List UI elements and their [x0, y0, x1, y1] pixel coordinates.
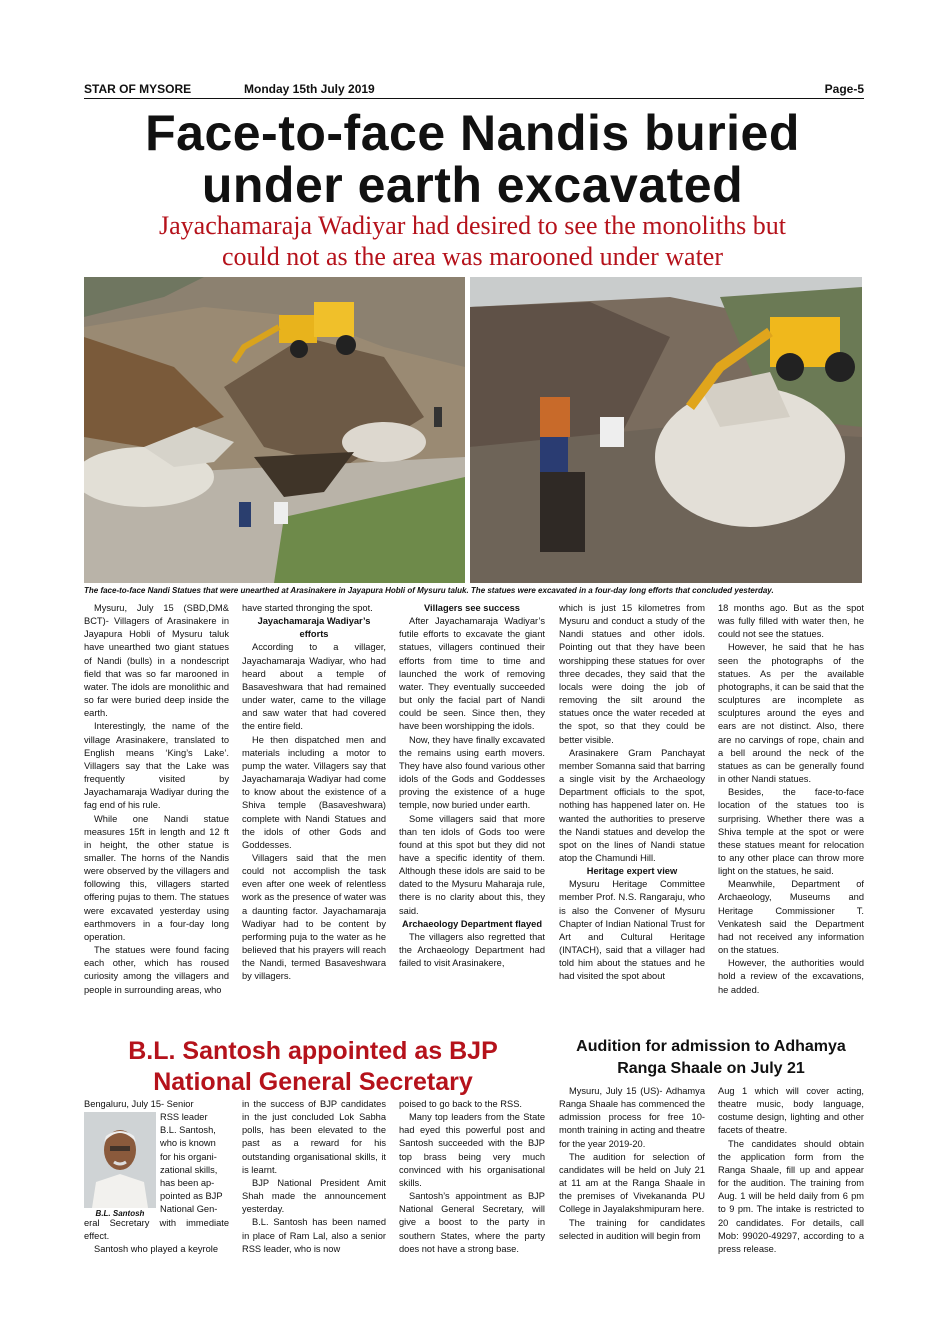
paragraph: B.L. Santosh has been named in place of Ram Lal, also a senior RSS leader, who is now [242, 1217, 386, 1254]
bjp-headline-line-2: National General Secretary [153, 1068, 473, 1096]
subheading: Villagers see success [424, 603, 520, 613]
text-line: zational skills, [160, 1164, 218, 1175]
subheadline-line-1: Jayachamaraja Wadiyar had desired to see the monoliths but [159, 211, 786, 240]
story-column-2 [242, 602, 386, 984]
text-line: pointed as BJP [160, 1191, 223, 1202]
paragraph: Mysuru, July 15 (SBD,DM& BCT)- Villagers of Arasinakere in Jayapura Hobli of Mysuru taluk have unearthed two giant statues of Nandi (bulls) in a nondescript field that was so far marooned in water. The idols are monolithic and so far were buried deep inside the earth. [84, 603, 229, 719]
story-column-5 [718, 602, 864, 997]
paragraph: The candidates should obtain the application form from the Ranga Shaale, fill up and appear for the audition. The training from Aug. 1 will be held daily from 6 pm to 9 pm. The intake is restricted to 20 candidates. For details, call Mob: 99020-49297, according to a press release. [718, 1138, 864, 1254]
portrait-caption: B.L. Santosh [95, 1209, 145, 1218]
paragraph: The training for candidates selected in audition will begin from [559, 1217, 705, 1241]
masthead-rule [84, 98, 864, 99]
paragraph: He then dispatched men and materials including a motor to pump the water. Villagers say that Jayachamaraja Wadiyar had come to know about the existence of a Shiva temple (Basaveshwara) complete with Nandi Statues and the idols of other Gods and Goddesses. [242, 734, 386, 850]
paragraph: Some villagers said that more than ten idols of Gods too were found at this spot but they did not have a specific identity of them. Although these idols are said to be dated to the Mysuru Maharaja rule, there is no clarity about this, they said. [399, 813, 545, 916]
story-column-3 [399, 602, 545, 970]
subheadline-line-2: could not as the area was marooned under water [221, 242, 724, 271]
paragraph: Villagers said that the men could not accomplish the task even after one week of relentless work as the presence of water was a daunting factor. Jayachamaraja Wadiyar had to be content by performing puja to the water as he believed that his prayers will reach the Nandi, termed Basaveshwara by villagers. [242, 852, 386, 982]
nandi-excavation-photo-right [470, 277, 862, 583]
paragraph: Santosh’s appointment as BJP National General Secretary, will give a boost to the party in southern States, where the party does not have a strong base. [399, 1191, 545, 1254]
story-column-4 [559, 602, 705, 984]
audition-headline-line-1: Audition for admission to Adhamya [576, 1038, 846, 1055]
bjp-column-3 [399, 1098, 545, 1256]
subheading: Jayachamaraja Wadiyar’s efforts [257, 616, 371, 640]
paragraph: Interestingly, the name of the village Arasinakere, translated to English means ‘King’s Lake’. Villagers say that the Lake was frequently visited by Jayachamaraja Wadiyar during the fag end of his rule. [84, 721, 229, 811]
paragraph: Santosh who played a keyrole [94, 1244, 219, 1255]
headline-line-2: under earth excavated [201, 157, 744, 213]
paragraph: After Jayachamaraja Wadiyar’s futile efforts to excavate the giant statues, villagers continued their efforts from time to time and launched the work of removing water. They eventually succeeded but only the facial part of Nandi could be seen. Since then, they have been worshipping the idols. [399, 616, 545, 732]
audition-column-2 [718, 1085, 864, 1256]
issue-date: Monday 15th July 2019 [244, 82, 375, 96]
story-column-1 [84, 602, 229, 997]
headline-line-1: Face-to-face Nandis buried [145, 105, 800, 161]
paragraph: 18 months ago. But as the spot was fully filled with water then, he could not see the statues. [718, 603, 864, 640]
paragraph: However, he said that he has seen the photographs of the statues. As per the available photographs, it can be said that the sculptures are incomplete as sculptures around the eyes and ears are not distinct. Also, there are no carvings of rope, chain and a bell around the neck of the statues as can be generally found in other Nandi statues. [718, 642, 864, 785]
paragraph: Arasinakere Gram Panchayat member Somanna said that barring a single visit by the Archaeology Department officials to the spot, nothing has happened later on. He wanted the authorities to preserve the Nandi statues and develop the spot on the lines of Nandi statue atop the Chamundi Hill. [559, 747, 705, 863]
bjp-column-1 [84, 1217, 229, 1256]
text-line: Bengaluru, July 15- Senior [84, 1099, 194, 1109]
paragraph: in the success of BJP candidates in the just concluded Lok Sabha polls, has been elevated to the past as a reward for his outstanding organisational skills, it is learnt. [242, 1099, 386, 1175]
masthead [84, 80, 864, 98]
paragraph: have started thronging the spot. [242, 603, 373, 613]
paragraph: The villagers also regretted that the Archaeology Department had failed to visit Arasinakere, [399, 931, 545, 969]
subheading: Archaeology Department flayed [401, 918, 542, 929]
paragraph: BJP National President Amit Shah made the announcement yesterday. [242, 1177, 386, 1215]
bjp-column-2 [242, 1098, 386, 1256]
page-number: Page-5 [824, 82, 864, 96]
text-line: B.L. Santosh, [160, 1125, 216, 1136]
nandi-photo-left [84, 277, 465, 583]
nandi-excavation-photo-left [84, 277, 465, 583]
text-line: RSS leader [160, 1112, 208, 1123]
santosh-portrait [84, 1112, 156, 1208]
text-line: for his organi- [160, 1151, 217, 1162]
paragraph: which is just 15 kilometres from Mysuru and conduct a study of the Nandi statues and other idols. Pointing out that they have been worshipping these statues for over three decades, they said that the locals were doing the job of removing the silt around the statues once the water receded at the spot, so that they could be better visible. [559, 603, 705, 745]
nandi-photo-right [470, 277, 862, 583]
text-line: who is known [160, 1138, 216, 1149]
audition-headline-line-2: Ranga Shaale on July 21 [617, 1060, 805, 1077]
paragraph: Besides, the face-to-face location of the statues too is surprising. Whether there was a Shiva temple at the spot or were these statues meant for relocation to any other place can throw more light on the statues, he said. [718, 787, 864, 877]
paragraph: While one Nandi statue measures 15ft in length and 12 ft in height, the other statue is smaller. The horns of the Nandis were observed by the villagers and following this, villagers started offering pujas to them. The statues were excavated yesterday using earthmovers in a four-day long operation. [84, 813, 229, 942]
paragraph: Aug 1 which will cover acting, theatre music, body language, costume design, lighting and other facets of theatre. [718, 1086, 864, 1136]
audition-column-1 [559, 1085, 705, 1243]
paragraph: The statues were found facing each other, which has roused curiosity among the villagers and people in surrounding areas, who [84, 945, 229, 995]
paragraph: Meanwhile, Department of Archaeology, Museums and Heritage Commissioner T. Venkatesh said the Department had not received any information on the statues. [718, 879, 864, 956]
paragraph: The audition for selection of candidates will be held on July 21 at 11 am at the Ranga Shaale in the premises of Vivekananda PU College in Jayalakshmipuram here. [559, 1151, 705, 1215]
text-line: National Gen- [160, 1204, 218, 1215]
text-line: has been ap- [160, 1177, 215, 1188]
paper-name: STAR OF MYSORE [84, 82, 192, 96]
paragraph: Mysuru, July 15 (US)- Adhamya Ranga Shaale has commenced the admission process for free 10-month training in acting and theatre for the year 2019-20. [559, 1086, 705, 1149]
paragraph: Many top leaders from the State had eyed this powerful post and Santosh succeeded with the BJP top brass being very much convinced with his organisational skills. [399, 1112, 545, 1188]
paragraph: Now, they have finally excavated the remains using earth movers. They have also found various other idols of the Gods and Goddesses proving the existence of a huge temple, now buried under earth. [399, 734, 545, 811]
paragraph: poised to go back to the RSS. [399, 1099, 523, 1109]
photo-caption: The face-to-face Nandi Statues that were unearthed at Arasinakere in Jayapura Hobli of Mysuru taluk. The statues were excavated in a four-day long efforts that concluded yesterday. [84, 586, 774, 595]
bjp-column-1-wrap [84, 1098, 230, 1216]
paragraph: eral Secretary with immediate effect. [84, 1218, 229, 1242]
bjp-headline-line-1: B.L. Santosh appointed as BJP [128, 1037, 498, 1065]
paragraph: Mysuru Heritage Committee member Prof. N.S. Rangaraju, who is also the Convener of Mysuru Chapter of Indian National Trust for Art and Cultural Heritage (INTACH), said that a villager had told him about the statues and he had visited the spot about [559, 879, 705, 982]
paragraph: However, the authorities would hold a review of the excavations, he added. [718, 958, 864, 995]
portrait-photo [84, 1112, 156, 1208]
paragraph: According to a villager, Jayachamaraja Wadiyar, who had heard about a temple of Basaveshwara that had remained under water, came to the village and saw water that had covered the entire field. [242, 642, 386, 732]
subheading: Heritage expert view [586, 866, 678, 877]
